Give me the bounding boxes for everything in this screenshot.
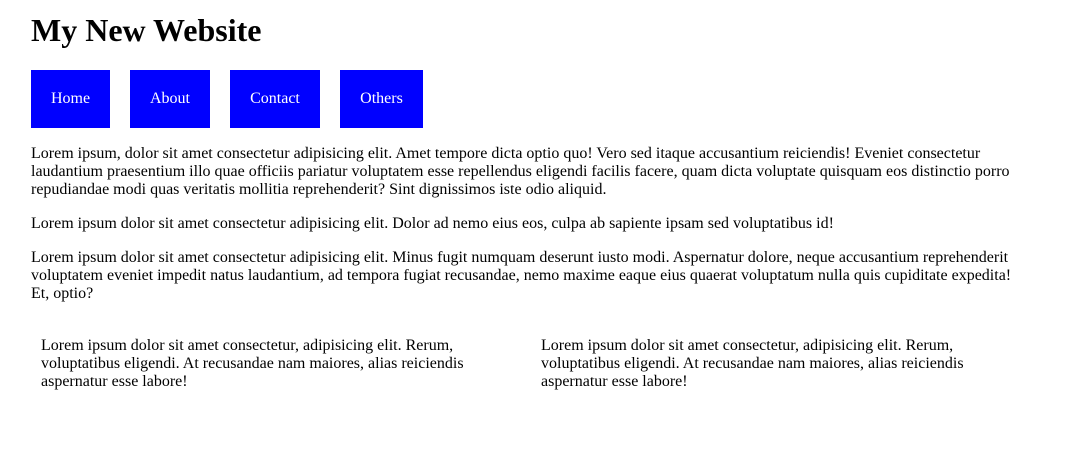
nav-contact-button[interactable]: Contact	[230, 70, 320, 128]
long-paragraph: Lorem ipsum dolor sit amet consectetur adipisicing elit. Minus fugit numquam deserunt iusto modi. Aspernatur dolore, neque accusantium reprehenderit voluptatem eveniet impedit natus laudantium, ad tempora fugiat recusandae, nemo maxime eaque eius quaerat voluptatum nulla quis cupiditate expedita! Et, optio?	[31, 249, 1012, 302]
site-title: My New Website	[31, 12, 262, 48]
main-navigation	[31, 70, 1016, 128]
two-column-section	[31, 337, 1016, 391]
right-column-text: Lorem ipsum dolor sit amet consectetur, adipisicing elit. Rerum, voluptatibus eligendi. At recusandae nam maiores, alias reiciendis aspernatur esse labore!	[541, 337, 964, 390]
nav-others-button[interactable]: Others	[340, 70, 423, 128]
left-column-text: Lorem ipsum dolor sit amet consectetur, adipisicing elit. Rerum, voluptatibus eligendi. At recusandae nam maiores, alias reiciendis aspernatur esse labore!	[41, 337, 464, 390]
main-content	[31, 145, 1016, 391]
short-paragraph: Lorem ipsum dolor sit amet consectetur adipisicing elit. Dolor ad nemo eius eos, culpa ab sapiente ipsam sed voluptatibus id!	[31, 215, 834, 232]
nav-home-button[interactable]: Home	[31, 70, 110, 128]
intro-paragraph: Lorem ipsum, dolor sit amet consectetur adipisicing elit. Amet tempore dicta optio quo! Vero sed itaque accusantium reiciendis! Eveniet consectetur laudantium praesentium illo quae officiis pariatur voluptatem esse repellendus eligendi facilis facere, quam dicta voluptate quisquam eos distinctio porro repudiandae modi quas veritatis mollitia reprehenderit? Sint dignissimos iste odio aliquid.	[31, 145, 1010, 198]
nav-about-button[interactable]: About	[130, 70, 210, 128]
